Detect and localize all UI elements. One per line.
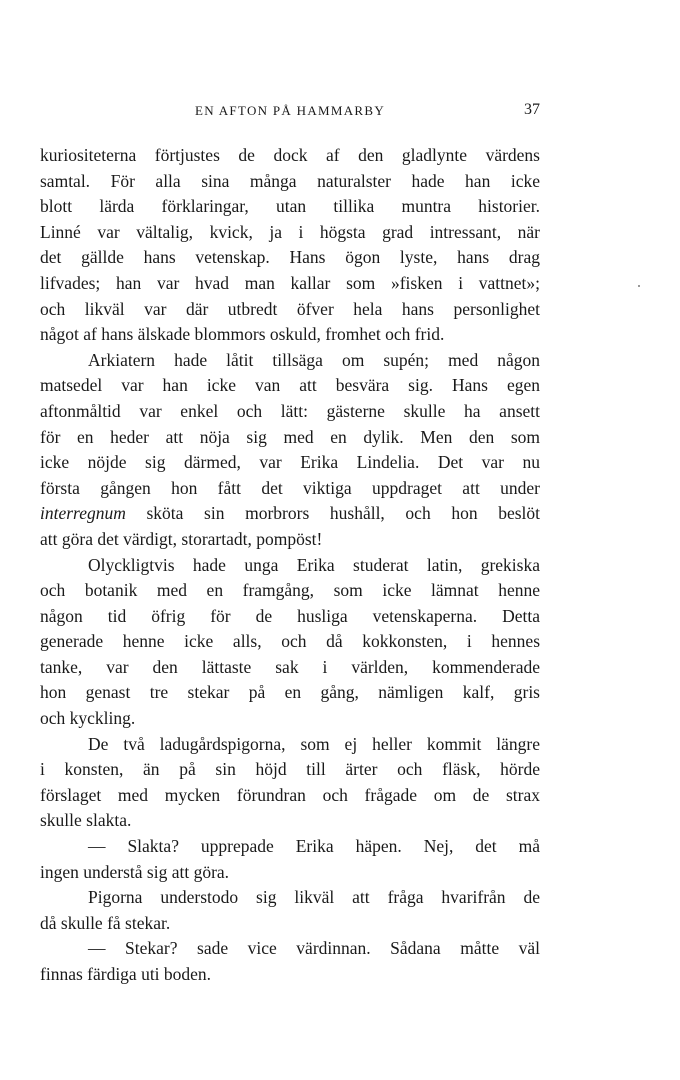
text-line: tanke, var den lättaste sak i världen, kommenderade bbox=[40, 656, 540, 677]
text-line: och likväl var där utbredt öfver hela hans personlighet bbox=[40, 298, 540, 319]
text-line: — Stekar? sade vice värdinnan. Sådana måtte väl bbox=[88, 938, 540, 959]
text-line: det gällde hans vetenskap. Hans ögon lyste, hans drag bbox=[40, 247, 540, 268]
text-line-with-italic bbox=[40, 501, 540, 527]
text-line: icke nöjde sig därmed, var Erika Lindelia. Det var nu bbox=[40, 452, 540, 473]
text-line: samtal. För alla sina många naturalster hade han icke bbox=[40, 170, 540, 191]
scan-speck bbox=[638, 285, 640, 287]
text-line: matsedel var han icke van att besvära sig. Hans egen bbox=[40, 375, 540, 396]
text-line-rest: sköta sin morbrors hushåll, och hon beslöt bbox=[146, 503, 540, 524]
text-line: Pigorna understodo sig likväl att fråga hvarifrån de bbox=[88, 887, 540, 908]
text-line: kuriositeterna förtjustes de dock af den gladlynte värdens bbox=[40, 145, 540, 165]
text-line: Olyckligtvis hade unga Erika studerat latin, grekiska bbox=[88, 554, 540, 575]
text-line: förslaget med mycken förundran och frågade om de strax bbox=[40, 784, 540, 805]
running-head bbox=[40, 103, 540, 123]
text-line: De två ladugårdspigorna, som ej heller kommit längre bbox=[88, 733, 540, 754]
text-line: för en heder att nöja sig med en dylik. Men den som bbox=[40, 426, 540, 447]
text-line: och kyckling. bbox=[40, 708, 136, 729]
text-line: aftonmåltid var enkel och lätt: gästerne skulle ha ansett bbox=[40, 400, 540, 421]
text-line: lifvades; han var hvad man kallar som »fisken i vattnet»; bbox=[40, 272, 540, 293]
book-page bbox=[40, 0, 540, 1080]
text-line: ingen understå sig att göra. bbox=[40, 861, 230, 882]
text-line: någon tid öfrig för de husliga vetenskaperna. Detta bbox=[40, 605, 540, 626]
italic-word: interregnum bbox=[40, 503, 126, 524]
body-text bbox=[40, 143, 540, 988]
text-line: generade henne icke alls, och då kokkonsten, i hennes bbox=[40, 631, 540, 652]
text-line: att göra det värdigt, storartadt, pompöst! bbox=[40, 528, 323, 549]
text-line: och botanik med en framgång, som icke lämnat henne bbox=[40, 580, 540, 601]
text-line: blott lärda förklaringar, utan tillika muntra historier. bbox=[40, 196, 540, 217]
text-line: i konsten, än på sin höjd till ärter och fläsk, hörde bbox=[40, 759, 540, 780]
text-line: något af hans älskade blommors oskuld, fromhet och frid. bbox=[40, 324, 445, 345]
text-line: finnas färdiga uti boden. bbox=[40, 964, 212, 984]
text-line: Arkiatern hade låtit tillsäga om supén; med någon bbox=[88, 349, 540, 370]
text-line: hon genast tre stekar på en gång, nämligen kalf, gris bbox=[40, 682, 540, 703]
page-number: 37 bbox=[524, 101, 540, 118]
text-line: då skulle få stekar. bbox=[40, 912, 171, 933]
text-line: skulle slakta. bbox=[40, 810, 132, 831]
text-line: — Slakta? upprepade Erika häpen. Nej, det må bbox=[88, 836, 540, 857]
text-line: första gången hon fått det viktiga uppdraget att under bbox=[40, 477, 540, 498]
text-line: Linné var vältalig, kvick, ja i högsta grad intressant, när bbox=[40, 221, 540, 242]
running-title: EN AFTON PÅ HAMMARBY bbox=[194, 103, 386, 118]
